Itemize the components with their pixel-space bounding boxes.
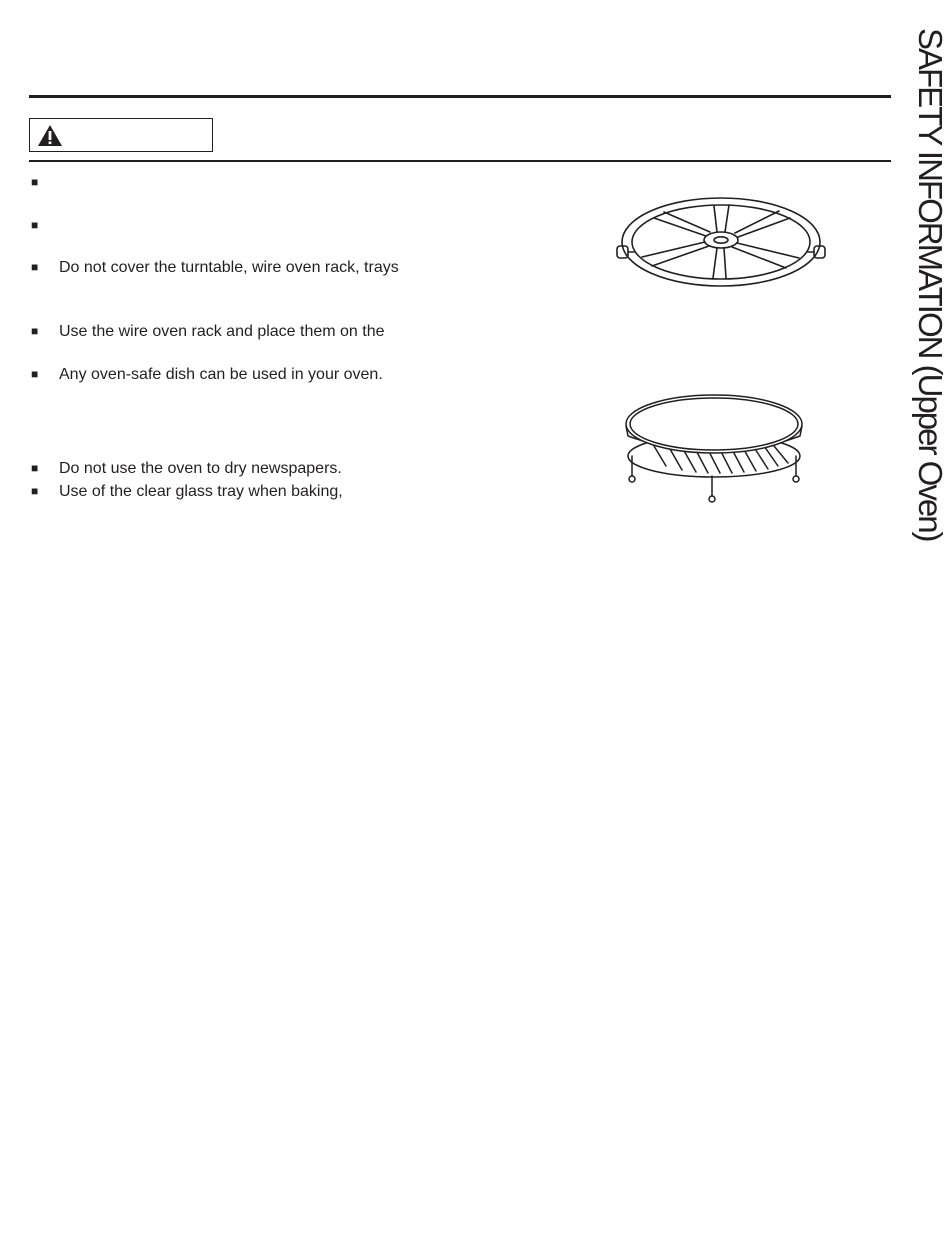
warning-label-box bbox=[29, 118, 213, 152]
bullet-item bbox=[31, 172, 59, 193]
bullet-item bbox=[31, 215, 59, 236]
bullet-item bbox=[31, 321, 385, 342]
bullet-marker: ■ bbox=[31, 367, 39, 381]
bullet-marker: ■ bbox=[31, 324, 39, 338]
bullet-item bbox=[31, 257, 399, 278]
bullet-marker: ■ bbox=[31, 260, 39, 274]
bullet-item bbox=[31, 458, 342, 479]
section-divider bbox=[29, 160, 891, 162]
bullet-text: Do not use the oven to dry newspapers. bbox=[59, 460, 342, 477]
bullet-text: Use of the clear glass tray when baking, bbox=[59, 483, 343, 500]
bullet-item bbox=[31, 481, 343, 502]
bullet-text: Use the wire oven rack and place them on the bbox=[59, 323, 385, 340]
bullet-marker: ■ bbox=[31, 175, 39, 189]
bullet-marker: ■ bbox=[31, 218, 39, 232]
turntable-support-icon bbox=[614, 190, 828, 290]
bullet-text: Do not cover the turntable, wire oven rack, trays bbox=[59, 259, 399, 276]
bullet-item bbox=[31, 364, 383, 385]
glass-tray-rack-icon bbox=[620, 388, 812, 506]
bullet-marker: ■ bbox=[31, 484, 39, 498]
side-section-title: SAFETY INFORMATION (Upper Oven) bbox=[912, 28, 949, 541]
top-rule bbox=[29, 95, 891, 98]
bullet-text: Any oven-safe dish can be used in your oven. bbox=[59, 366, 383, 383]
bullet-marker: ■ bbox=[31, 461, 39, 475]
warning-triangle-icon bbox=[37, 124, 63, 147]
